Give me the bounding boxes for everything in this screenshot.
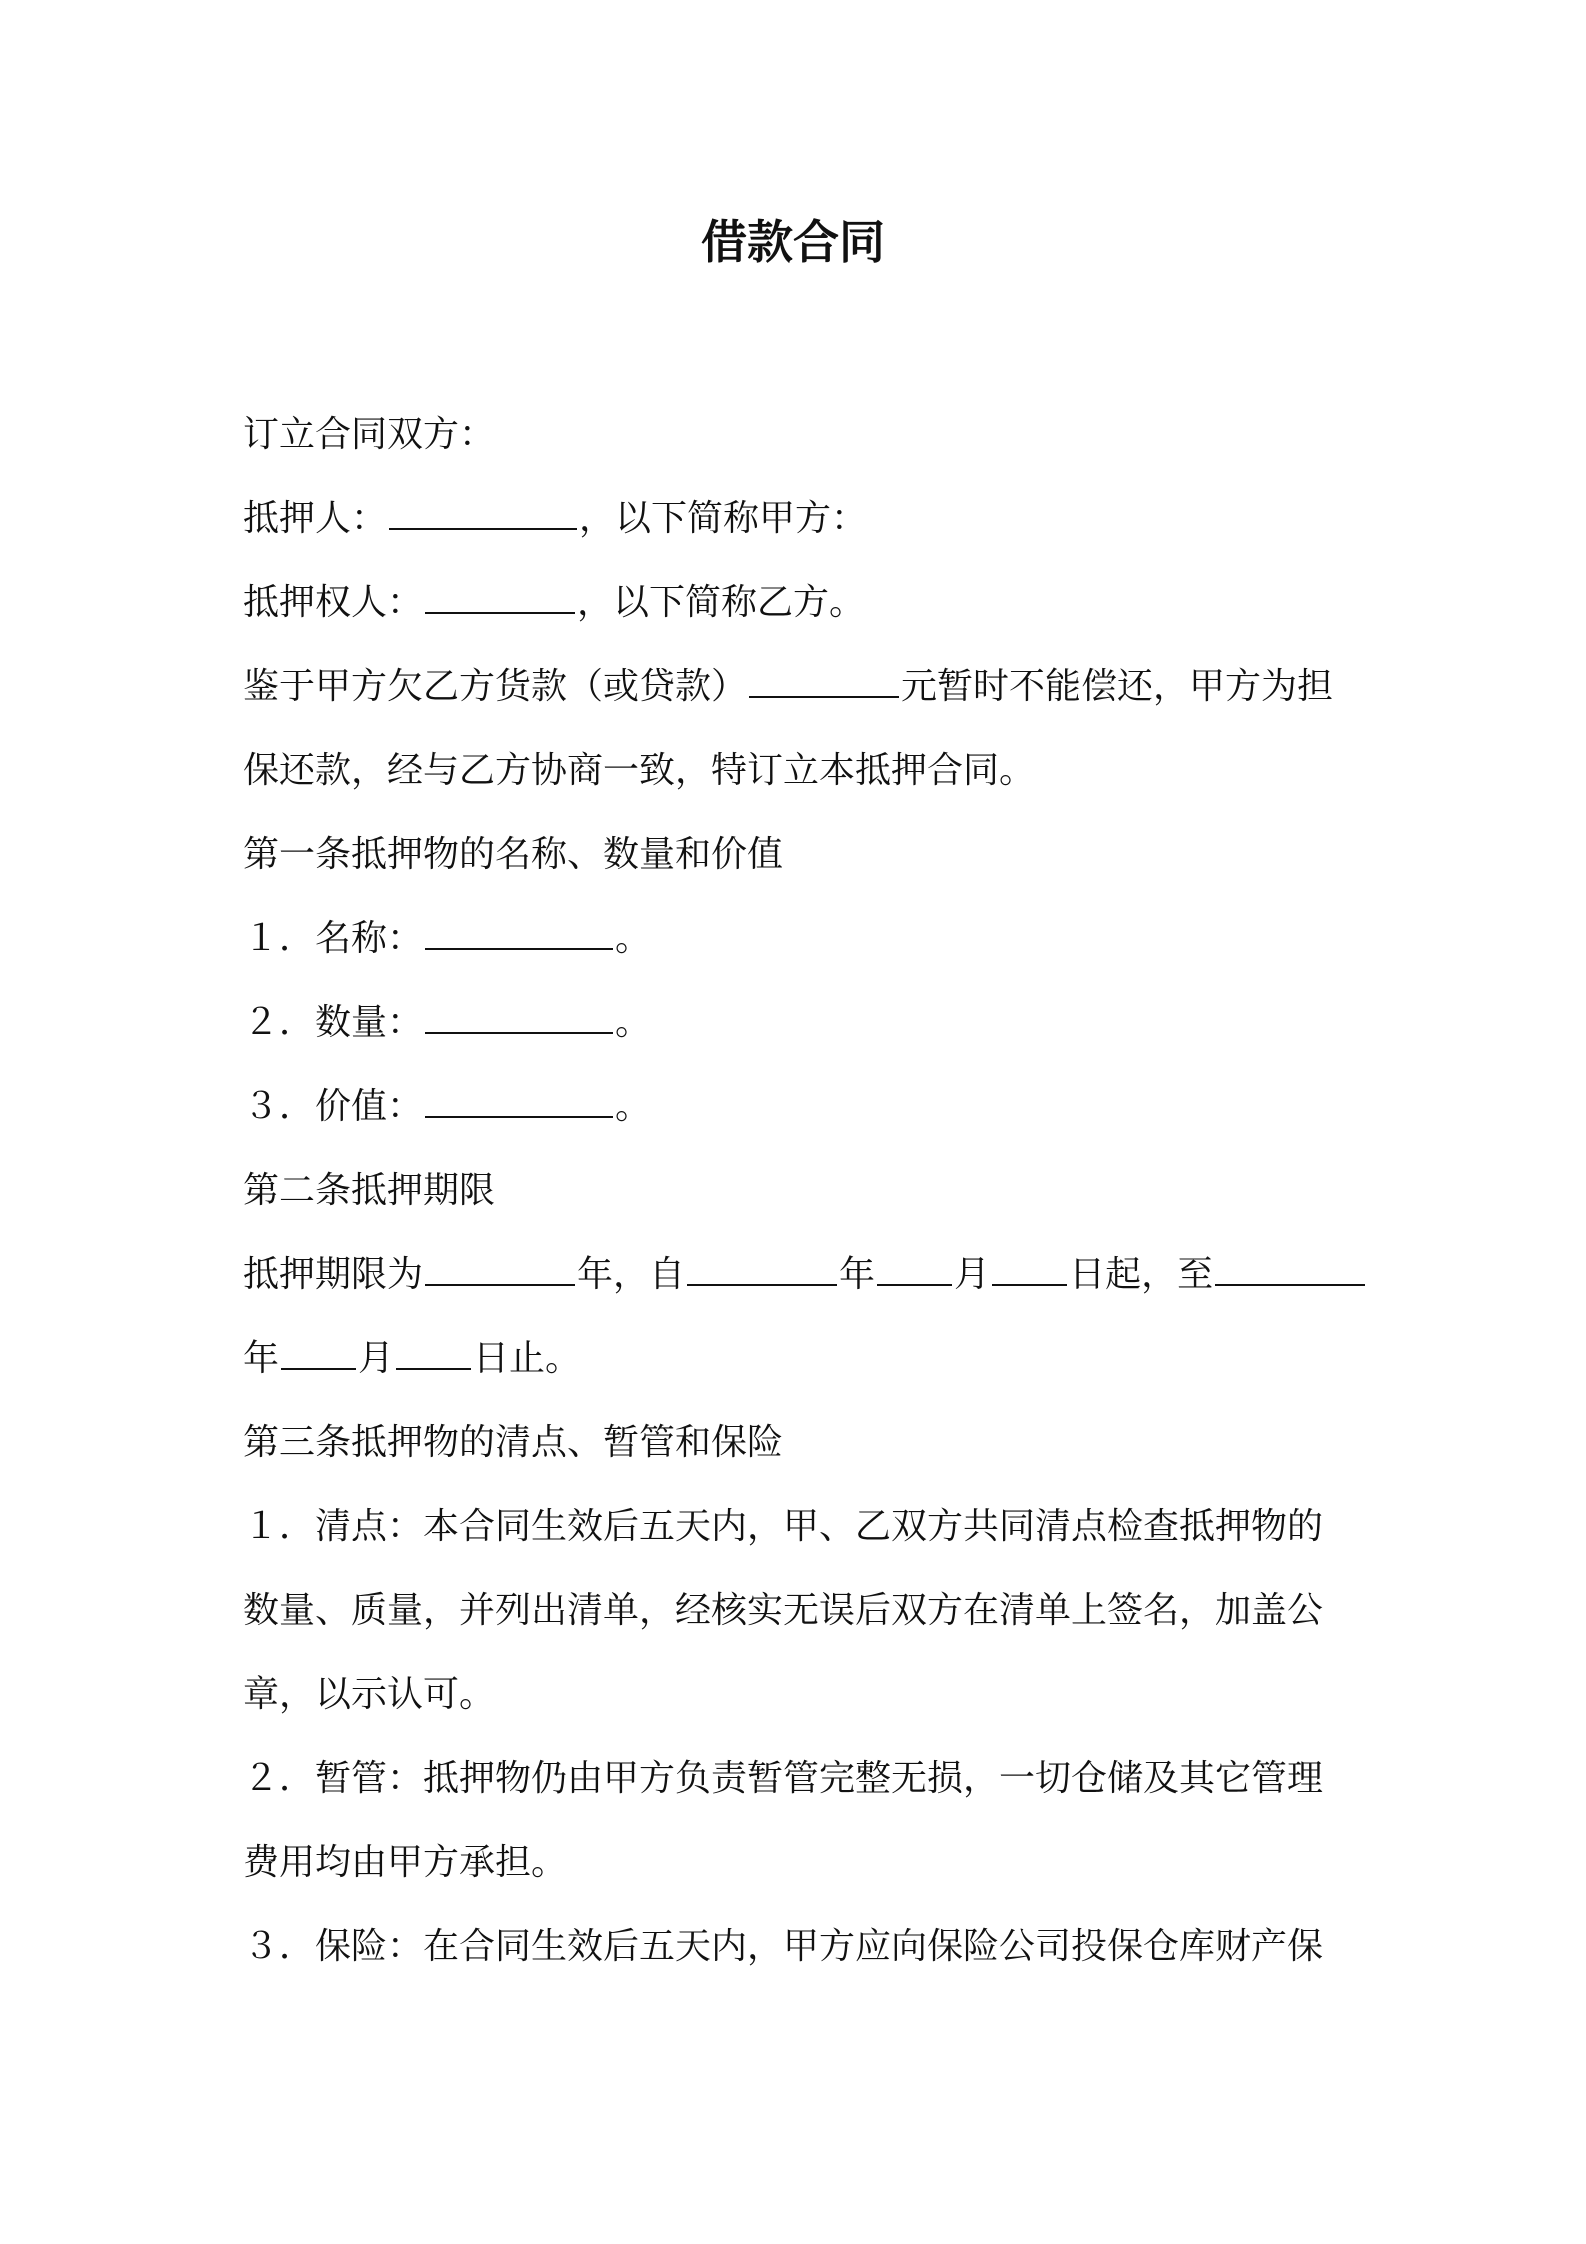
preamble-line-1: 鉴于甲方欠乙方货款（或贷款） 元暂时不能偿还，甲方为担 [243, 662, 1353, 712]
item-value-blank[interactable] [425, 1082, 613, 1118]
start-day-blank[interactable] [992, 1250, 1067, 1286]
item-name-blank[interactable] [425, 914, 613, 950]
term-line-1: 抵押期限为 年，自 年 月 日起，至 [243, 1250, 1353, 1300]
custody-line-2: 费用均由甲方承担。 [243, 1842, 568, 1883]
term-years-blank[interactable] [425, 1250, 575, 1286]
article-2-heading: 第二条抵押期限 [243, 1170, 496, 1211]
mortgagor-blank[interactable] [389, 494, 577, 530]
inventory-line-3: 章，以示认可。 [243, 1674, 496, 1715]
item-quantity-line: ２．数量： 。 [243, 998, 1353, 1048]
item-name-line: １．名称： 。 [243, 914, 1353, 964]
mortgagee-blank[interactable] [425, 578, 575, 614]
end-month-blank[interactable] [281, 1334, 356, 1370]
inventory-line-1: １．清点：本合同生效后五天内，甲、乙双方共同清点检查抵押物的 [243, 1506, 1324, 1547]
end-year-blank[interactable] [1215, 1250, 1365, 1286]
parties-heading: 订立合同双方： [243, 414, 496, 455]
end-day-blank[interactable] [396, 1334, 471, 1370]
article-1-heading: 第一条抵押物的名称、数量和价值 [243, 834, 784, 875]
mortgagor-line: 抵押人： ，以下简称甲方： [243, 494, 1353, 544]
mortgagee-line: 抵押权人： ，以下简称乙方。 [243, 578, 1353, 628]
amount-blank[interactable] [749, 662, 899, 698]
custody-line-1: ２．暂管：抵押物仍由甲方负责暂管完整无损，一切仓储及其它管理 [243, 1758, 1324, 1799]
item-quantity-blank[interactable] [425, 998, 613, 1034]
item-value-line: ３．价值： 。 [243, 1082, 1353, 1132]
term-line-2: 年 月 日止。 [243, 1334, 1353, 1384]
start-year-blank[interactable] [687, 1250, 837, 1286]
insurance-line-1: ３．保险：在合同生效后五天内，甲方应向保险公司投保仓库财产保 [243, 1926, 1324, 1967]
article-3-heading: 第三条抵押物的清点、暂管和保险 [243, 1422, 784, 1463]
preamble-line-2: 保还款，经与乙方协商一致，特订立本抵押合同。 [243, 750, 1036, 791]
document-title: 借款合同 [701, 215, 885, 269]
start-month-blank[interactable] [877, 1250, 952, 1286]
inventory-line-2: 数量、质量，并列出清单，经核实无误后双方在清单上签名，加盖公 [243, 1590, 1324, 1631]
